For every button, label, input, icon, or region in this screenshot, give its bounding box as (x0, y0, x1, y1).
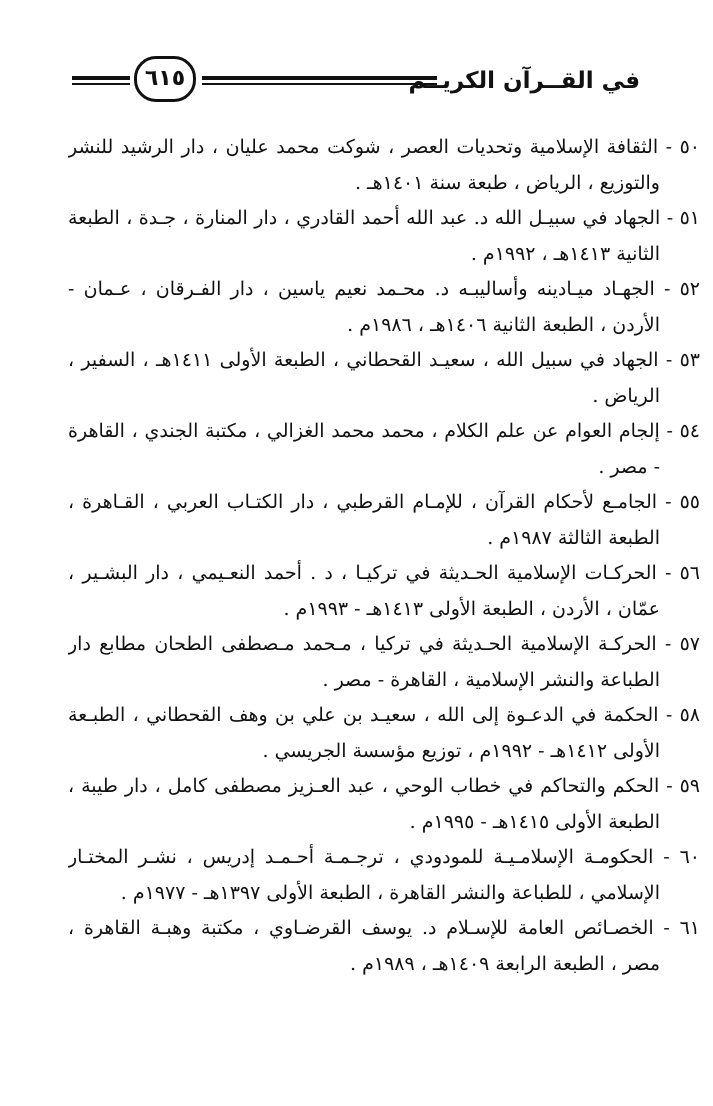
entry-line: ٦١ - الخصـائص العامة للإسـلام د. يوسف القرضـاوي ، مكتبة وهبـة القاهرة ، (68, 917, 700, 939)
entry-line: الإسلامي ، للطباعة والنشر القاهرة ، الطبعة الأولى ١٣٩٧هـ - ١٩٧٧م . (120, 881, 660, 904)
entry-line: ٥٩ - الحكم والتحاكم في خطاب الوحي ، عبد العـزيز مصطفى كامل ، دار طيبة ، (68, 775, 700, 797)
entry-line: الطبعة الأولى ١٤١٥هـ - ١٩٩٥م . (409, 810, 660, 833)
entry-line: ٥٦ - الحركـات الإسلامية الحـديثة في تركيـا ، د . أحمد النعـيمي ، دار البشـير ، (68, 562, 700, 584)
entry-line: ٥٨ - الحكمة في الدعـوة إلى الله ، سعيـد بن علي بن وهف القحطاني ، الطبـعة (68, 704, 700, 726)
entry-line: الطباعة والنشر الإسلامية ، القاهرة - مصر . (322, 668, 660, 691)
bibliography-entry (68, 556, 700, 627)
page-header (72, 52, 640, 112)
entry-line: عمّان ، الأردن ، الطبعة الأولى ١٤١٣هـ - ١٩٩٣م . (283, 597, 660, 620)
bibliography-entry (68, 201, 700, 272)
bibliography-entry (68, 485, 700, 556)
entry-line: ٥٢ - الجهـاد ميـادينه وأساليبـه د. محـمد نعيم ياسين ، دار الفـرقان ، عـمان - (68, 278, 700, 300)
bibliography-entry (68, 272, 700, 343)
entry-line: ٥٤ - إلجام العوام عن علم الكلام ، محمد محمد الغزالي ، مكتبة الجندي ، القاهرة (68, 420, 700, 442)
bibliography-entry (68, 769, 700, 840)
entry-line: الأولى ١٤١٢هـ - ١٩٩٢م ، توزيع مؤسسة الجريسي . (262, 739, 660, 762)
bibliography-entry (68, 911, 700, 982)
entry-line: الثانية ١٤١٣هـ ، ١٩٩٢م . (470, 242, 660, 265)
bibliography-list (68, 130, 700, 982)
bibliography-entry (68, 627, 700, 698)
entry-line: ٥١ - الجهاد في سبيـل الله د. عبد الله أحمد القادري ، دار المنارة ، جـدة ، الطبعة (68, 207, 700, 229)
entry-line: مصر ، الطبعة الرابعة ١٤٠٩هـ ، ١٩٨٩م . (350, 952, 660, 975)
entry-line: الأردن ، الطبعة الثانية ١٤٠٦هـ ، ١٩٨٦م . (347, 313, 660, 336)
page-number: ٦١٥ (144, 66, 186, 91)
entry-line: الطبعة الثالثة ١٩٨٧م . (487, 526, 660, 549)
header-rule-left (72, 76, 130, 87)
running-title: في القــرآن الكريــم (408, 68, 640, 94)
entry-line: - مصر . (598, 455, 660, 478)
header-rule-middle (202, 76, 437, 87)
entry-line: ٥٧ - الحركـة الإسلامية الحـديثة في تركيا ، مـحمد مـصطفى الطحان مطابع دار (68, 633, 700, 655)
bibliography-entry (68, 130, 700, 201)
bibliography-entry (68, 414, 700, 485)
entry-line: ٥٥ - الجامـع لأحكام القرآن ، للإمـام القرطبي ، دار الكتـاب العربي ، القـاهرة ، (68, 491, 700, 513)
entry-line: والتوزيع ، الرياض ، طبعة سنة ١٤٠١هـ . (354, 171, 660, 194)
entry-line: ٥٠ - الثقافة الإسلامية وتحديات العصر ، شوكت محمد عليان ، دار الرشيد للنشر (68, 136, 700, 158)
entry-line: الرياض . (592, 384, 660, 407)
entry-line: ٥٣ - الجهاد في سبيل الله ، سعيـد القحطاني ، الطبعة الأولى ١٤١١هـ ، السفير ، (68, 349, 700, 371)
bibliography-entry (68, 840, 700, 911)
page-number-badge (134, 56, 196, 102)
bibliography-entry (68, 343, 700, 414)
entry-line: ٦٠ - الحكومـة الإسلامـيـة للمودودي ، ترجـمـة أحـمـد إدريس ، نشـر المختـار (68, 846, 700, 868)
bibliography-entry (68, 698, 700, 769)
